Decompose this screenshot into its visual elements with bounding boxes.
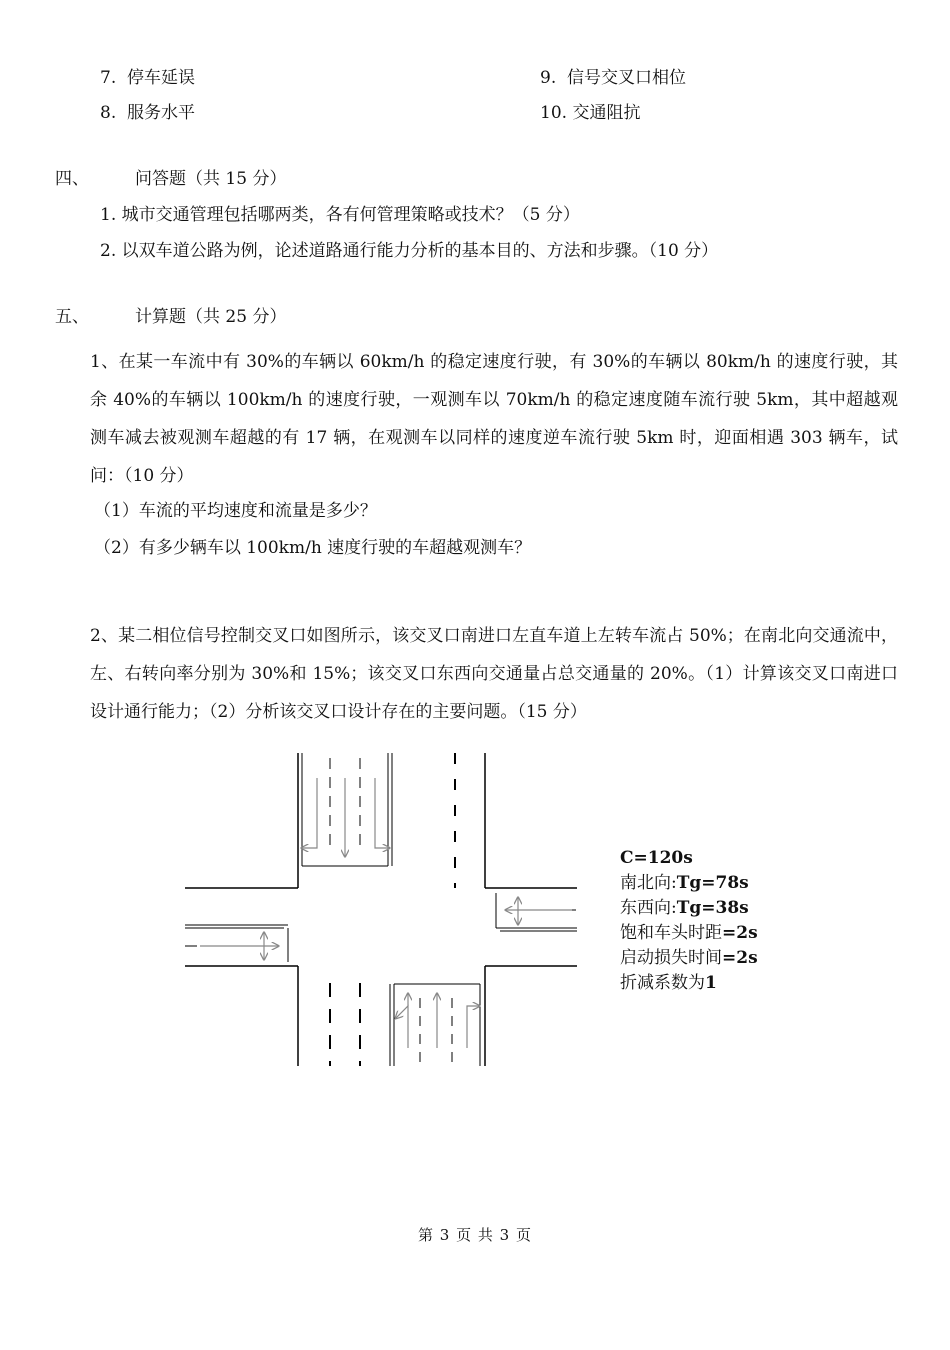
ew-green-time — [620, 896, 758, 921]
term-10 — [540, 102, 640, 124]
ns-green-time — [620, 871, 758, 896]
term-text: 交通阻抗 — [572, 103, 641, 123]
term-9 — [540, 67, 686, 89]
problem-1-sub-1: （1）车流的平均速度和流量是多少？ — [94, 501, 377, 521]
section-4-heading — [55, 168, 286, 190]
term-text: 停车延误 — [127, 68, 196, 88]
term-text: 服务水平 — [127, 103, 196, 123]
term-7 — [100, 67, 195, 89]
section-title: 问答题（共 15 分） — [135, 169, 287, 189]
start-loss-time — [620, 946, 758, 971]
south-exit-dashes — [330, 983, 360, 1066]
loss-value: =2s — [722, 948, 758, 968]
section-number: 四、 — [55, 169, 89, 189]
problem-1-sub-2: （2）有多少辆车以 100km/h 速度行驶的车超越观测车？ — [94, 538, 532, 558]
problem-1-text: 1、在某一车流中有 30%的车辆以 60km/h 的稳定速度行驶，有 30%的车辆以 80km/h 的速度行驶，其余 40%的车辆以 100km/h 的速度行驶，一观测车以 70km/h 的稳定速度随车流行驶 5km，其中超越观测车减去被观测车超越的有 17 辆，在观测车以同样的速度逆车流行驶 5km 时，迎面相遇 303 辆车，试问：（10 分） — [90, 352, 899, 486]
north-entry-lanes — [302, 753, 392, 866]
ns-label: 南北向: — [620, 873, 677, 893]
west-entry-lanes — [185, 925, 288, 962]
term-8 — [100, 102, 195, 124]
page-footer: 第 3 页 共 3 页 — [418, 1226, 532, 1244]
west-lane-arrows — [200, 933, 278, 959]
ew-value: Tg=38s — [676, 898, 749, 918]
question-2: 2. 以双车道公路为例，论述道路通行能力分析的基本目的、方法和步骤。（10 分） — [100, 241, 719, 261]
term-number: 10. — [540, 103, 568, 123]
problem-2-text: 2、某二相位信号控制交叉口如图所示，该交叉口南进口左直车道上左转车流占 50%；在南北向交通流中，左、右转向率分别为 30%和 15%；该交叉口东西向交通量占总交通量的 20%。（1）计算该交叉口南进口设计通行能力；（2）分析该交叉口设计存在的主要问题。（15 分） — [90, 626, 898, 722]
intersection-diagram — [180, 748, 590, 1068]
east-lane-arrows — [506, 898, 572, 924]
factor-label: 折减系数为 — [620, 973, 705, 993]
headway-value: =2s — [722, 923, 758, 943]
east-entry-lanes — [496, 893, 577, 931]
term-number: 9. — [540, 68, 557, 88]
ew-label: 东西向: — [620, 898, 677, 918]
section-5-heading — [55, 306, 286, 328]
loss-label: 启动损失时间 — [620, 948, 722, 968]
signal-parameters — [620, 846, 758, 996]
section-title: 计算题（共 25 分） — [135, 307, 287, 327]
ns-value: Tg=78s — [676, 873, 749, 893]
cycle-length: C=120s — [620, 848, 693, 868]
section-number: 五、 — [55, 307, 89, 327]
north-lane-arrows — [302, 778, 389, 856]
factor-value: 1 — [705, 973, 717, 993]
term-number: 7. — [100, 68, 117, 88]
headway-label: 饱和车头时距 — [620, 923, 722, 943]
term-text: 信号交叉口相位 — [567, 68, 687, 88]
question-1: 1. 城市交通管理包括哪两类，各有何管理策略或技术？（5 分） — [100, 205, 580, 225]
reduction-factor — [620, 971, 758, 996]
saturation-headway — [620, 921, 758, 946]
south-lane-arrows — [396, 994, 479, 1048]
term-number: 8. — [100, 103, 117, 123]
